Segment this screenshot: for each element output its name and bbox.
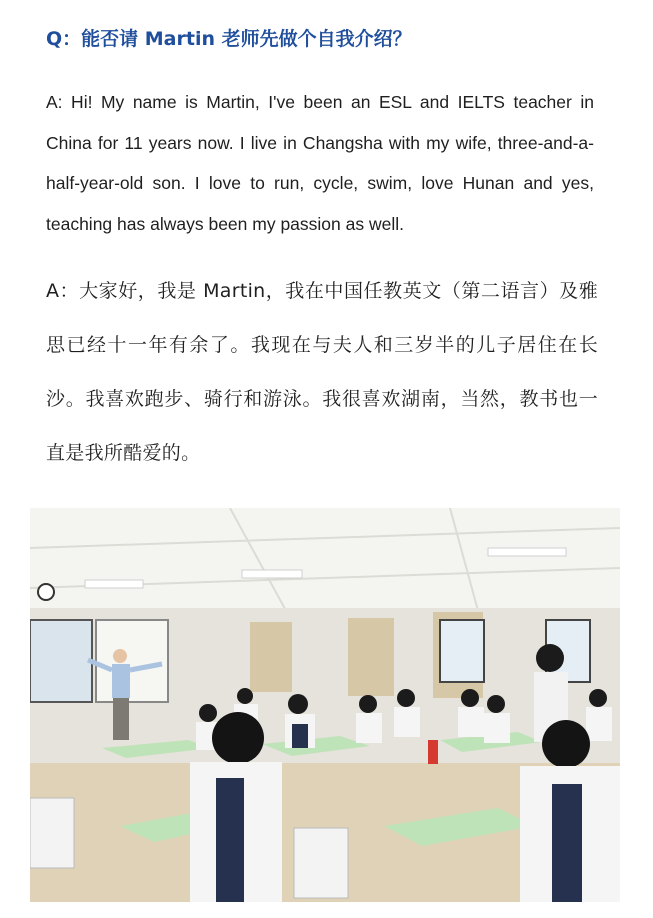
classroom-photo	[30, 508, 620, 902]
answer-english: A: Hi! My name is Martin, I've been an ESL and IELTS teacher in China for 11 years now. I live in Changsha with my wife, three-and-a-half-year-old son. I love to run, cycle, swim, love Hunan and yes, teaching has always been my passion as well.	[46, 92, 594, 234]
answer-chinese: A：大家好，我是 Martin，我在中国任教英文（第二语言）及雅思已经十一年有余了。我现在与夫人和三岁半的儿子居住在长沙。我喜欢跑步、骑行和游泳。我很喜欢湖南，当然，教书也一直是我所酷爱的。	[46, 280, 598, 464]
classroom-illustration	[30, 508, 620, 902]
question-heading: Q：能否请 Martin 老师先做个自我介绍？	[46, 28, 412, 50]
